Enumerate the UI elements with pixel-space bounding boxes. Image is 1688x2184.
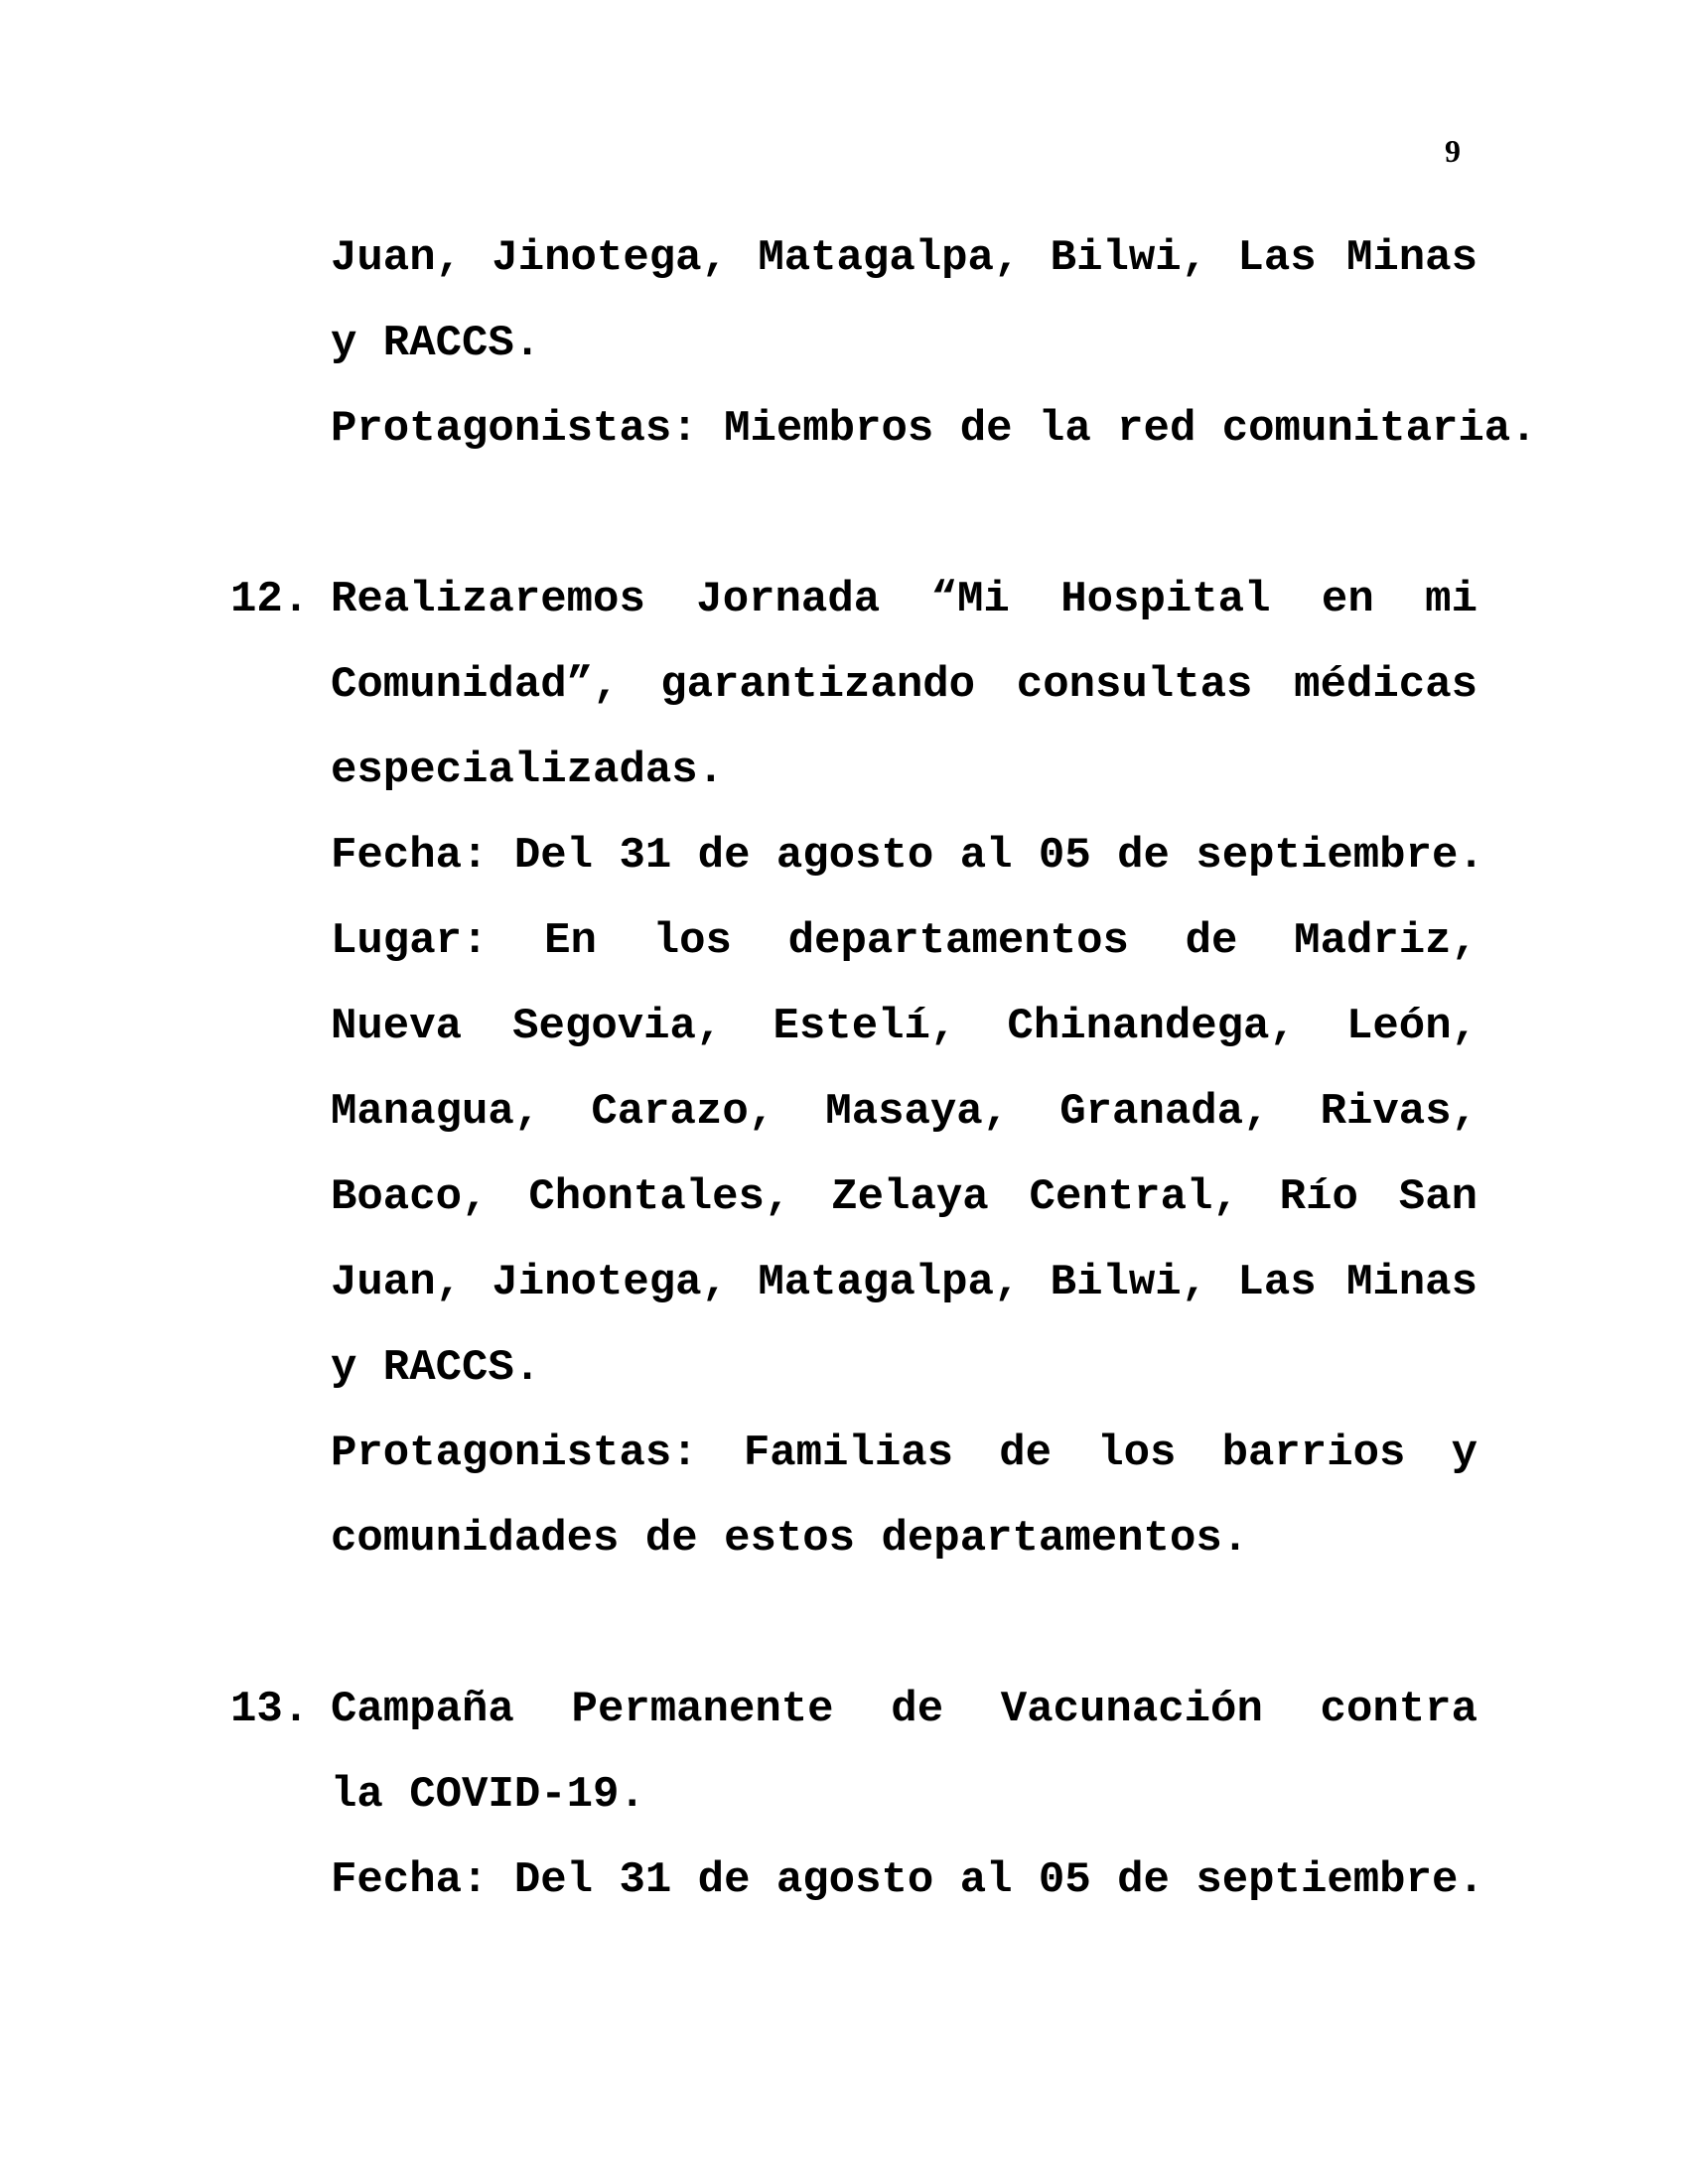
text-line: Fecha: Del 31 de agosto al 05 de septiembre. bbox=[331, 1855, 1484, 1905]
text-line: Boaco, Chontales, Zelaya Central, Río San bbox=[331, 1172, 1477, 1222]
text-line: la COVID-19. bbox=[331, 1770, 645, 1820]
text-line: Lugar: En los departamentos de Madriz, bbox=[331, 916, 1477, 966]
text-line: Nueva Segovia, Estelí, Chinandega, León, bbox=[331, 1002, 1477, 1051]
text-line: Managua, Carazo, Masaya, Granada, Rivas, bbox=[331, 1087, 1477, 1137]
text-line: Protagonistas: Familias de los barrios y bbox=[331, 1429, 1477, 1478]
text-line: Juan, Jinotega, Matagalpa, Bilwi, Las Minas bbox=[331, 233, 1477, 283]
item-number: 12. bbox=[230, 575, 310, 624]
text-line: Realizaremos Jornada “Mi Hospital en mi bbox=[331, 575, 1477, 624]
page-number: 9 bbox=[1445, 133, 1461, 169]
text-line: Fecha: Del 31 de agosto al 05 de septiembre. bbox=[331, 831, 1484, 881]
text-line: y RACCS. bbox=[331, 319, 541, 368]
text-line: especializadas. bbox=[331, 746, 725, 795]
text-line: Protagonistas: Miembros de la red comunitaria. bbox=[331, 404, 1537, 454]
text-line: Comunidad”, garantizando consultas médicas bbox=[331, 660, 1477, 710]
item-number: 13. bbox=[230, 1685, 310, 1734]
text-line: y RACCS. bbox=[331, 1343, 541, 1393]
text-line: comunidades de estos departamentos. bbox=[331, 1514, 1249, 1564]
text-line: Juan, Jinotega, Matagalpa, Bilwi, Las Minas bbox=[331, 1258, 1477, 1307]
text-line: Campaña Permanente de Vacunación contra bbox=[331, 1685, 1477, 1734]
